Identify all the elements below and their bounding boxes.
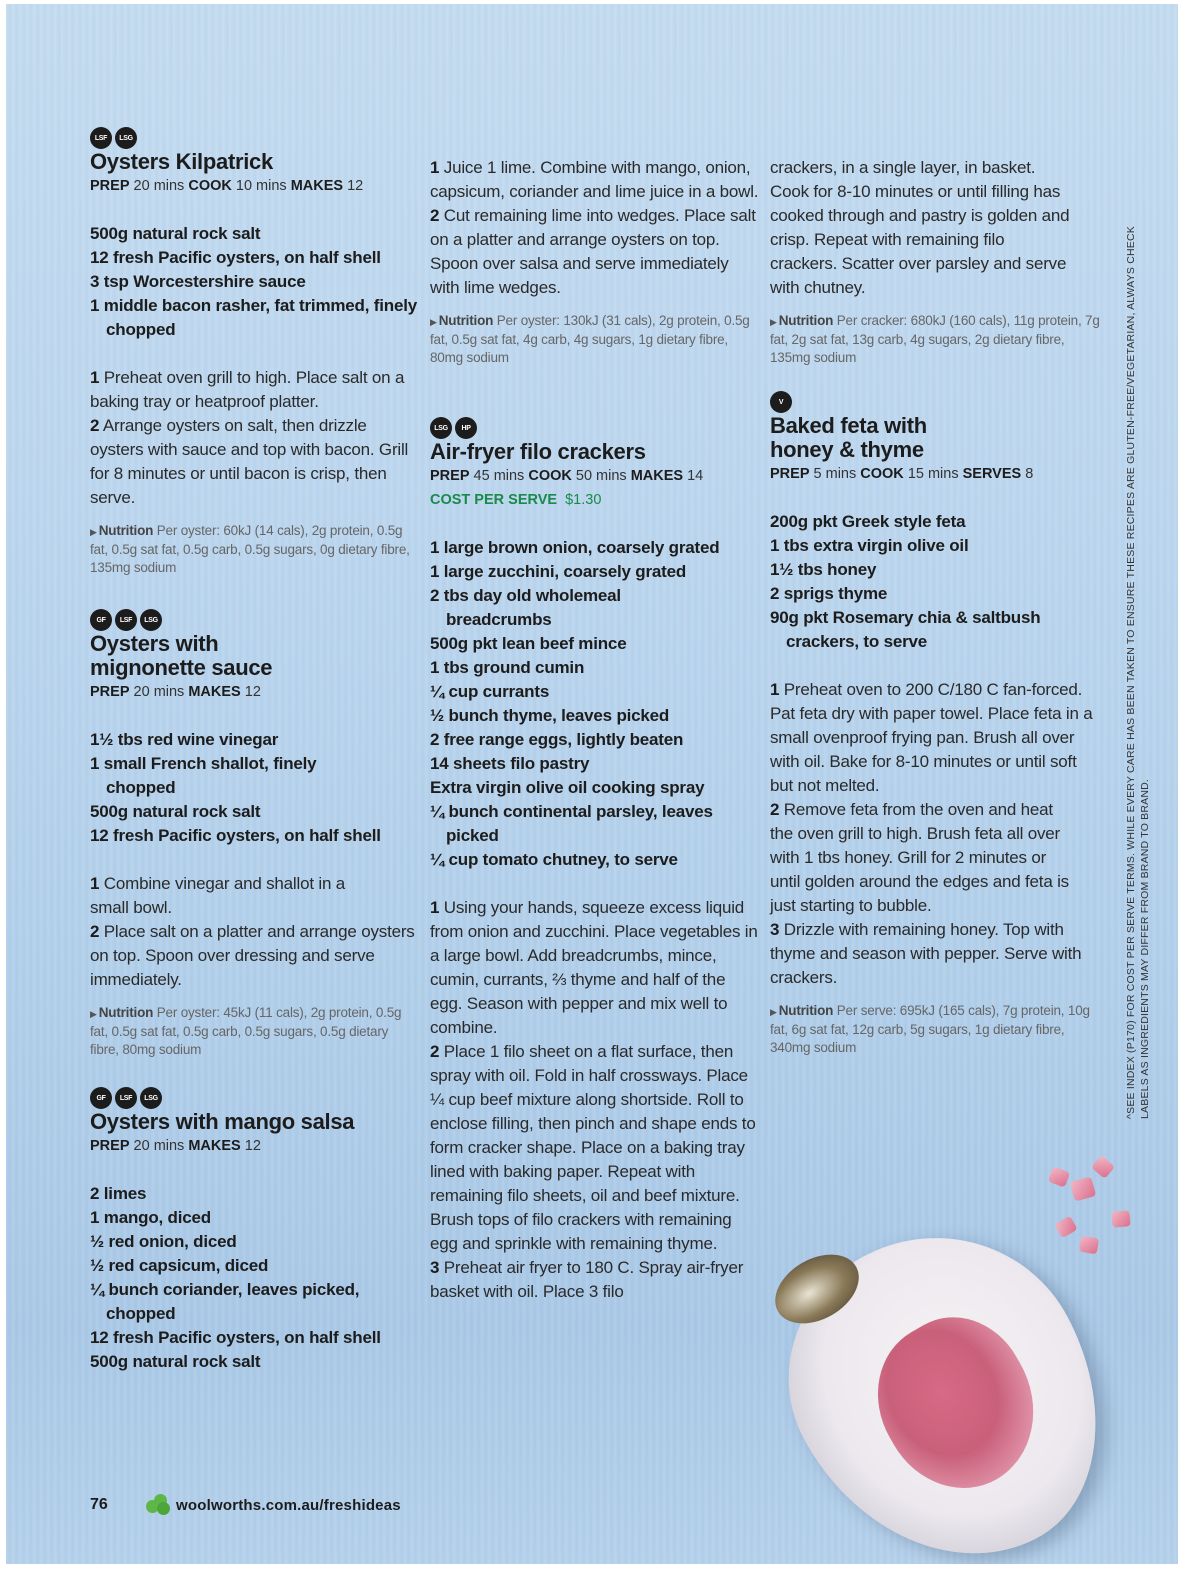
- shallot-piece: [1054, 1216, 1078, 1239]
- ingredient: 1 tbs extra virgin olive oil: [770, 536, 969, 555]
- dietary-badges: [90, 126, 420, 150]
- recipe-meta: PREP 5 mins COOK 15 mins SERVES 8: [770, 466, 1034, 482]
- recipe-title: Oysters with mignonette sauce: [90, 631, 273, 680]
- ingredient: 1 middle bacon rasher, fat trimmed, finely chopped: [90, 296, 417, 339]
- ingredient: 90g pkt Rosemary chia & saltbush crackers, to serve: [770, 608, 1041, 651]
- prep-value: 20 mins: [133, 178, 185, 194]
- cost-per-serve: COST PER SERVE $1.30: [430, 492, 602, 508]
- ingredient: 1 large zucchini, coarsely grated: [430, 562, 687, 581]
- shallot-piece: [1091, 1155, 1115, 1179]
- recipe-meta: [90, 174, 420, 198]
- badge-lsg-icon: LSG: [115, 127, 137, 149]
- ingredient: 1½ tbs red wine vinegar: [90, 730, 279, 749]
- ingredient: ¼ bunch continental parsley, leaves picked: [430, 802, 713, 845]
- triangle-bullet-icon: ▶: [770, 1007, 777, 1017]
- badge-lsg-icon: LSG: [140, 609, 162, 631]
- method-step: 3 Drizzle with remaining honey. Top with thyme and season with pepper. Serve with crackers.: [770, 920, 1082, 987]
- triangle-bullet-icon: ▶: [430, 317, 437, 327]
- recipe-title: Baked feta with honey & thyme: [770, 413, 927, 462]
- method-step: 2 Remove feta from the oven and heat the oven grill to high. Brush feta all over with 1 tbs honey. Grill for 2 minutes or until golden around the edges and feta is just starting to bubble.: [770, 800, 1069, 915]
- oyster-photo: [772, 1149, 1178, 1564]
- method-step: 1 Combine vinegar and shallot in a small bowl.: [90, 874, 345, 917]
- ingredient: 1 tbs ground cumin: [430, 658, 585, 677]
- magazine-page: [6, 4, 1178, 1564]
- ingredient-list: [90, 1182, 420, 1374]
- woolworths-logo-icon: [146, 1494, 170, 1516]
- dietary-badges: [770, 390, 1100, 414]
- badge-gf-icon: GF: [90, 609, 112, 631]
- triangle-bullet-icon: ▶: [90, 527, 97, 537]
- disclaimer-side-note: ^SEE INDEX (P170) FOR COST PER SERVE TERMS. WHILE EVERY CARE HAS BEEN TAKEN TO ENSURE THESE RECIPES ARE GLUTEN-FREE/VEGETARIAN, ALWAYS CHECK LABELS AS INGREDIENTS MAY DIFFER FROM BRAND TO BRAND.: [1125, 226, 1151, 1119]
- triangle-bullet-icon: ▶: [770, 317, 777, 327]
- badge-gf-icon: GF: [90, 1087, 112, 1109]
- method-step-continued: crackers, in a single layer, in basket. Cook for 8-10 minutes or until filling has cooked through and pastry is golden and crisp. Repeat with remaining filo crackers. Scatter over parsley and serve with chutney.: [770, 158, 1070, 297]
- badge-vegetarian-icon: V: [770, 391, 792, 413]
- recipe-title: Oysters with mango salsa: [90, 1109, 355, 1134]
- ingredient: ½ red onion, diced: [90, 1232, 237, 1251]
- recipe-title: Air-fryer filo crackers: [430, 439, 646, 464]
- ingredient-list: [90, 222, 420, 342]
- ingredient: 12 fresh Pacific oysters, on half shell: [90, 248, 381, 267]
- recipe-title: Oysters Kilpatrick: [90, 149, 273, 174]
- dietary-badges: [430, 416, 760, 440]
- nutrition-info: ▶ Nutrition Per oyster: 45kJ (11 cals), 2g protein, 0.5g fat, 0.5g sat fat, 0.5g carb, 0.5g sugars, 0.5g dietary fibre, 80mg sodium: [90, 1005, 402, 1057]
- dietary-badges: [90, 608, 420, 632]
- ingredient: 500g natural rock salt: [90, 224, 261, 243]
- ingredient: ¼ cup currants: [430, 682, 550, 701]
- method-step: 2 Cut remaining lime into wedges. Place salt on a platter and arrange oysters on top. Spoon over salsa and serve immediately with lime wedges.: [430, 206, 756, 297]
- ingredient: 2 limes: [90, 1184, 147, 1203]
- page-number: 76: [90, 1496, 108, 1513]
- method-steps: [90, 872, 420, 992]
- shallot-piece: [1079, 1236, 1100, 1255]
- method-steps: [430, 896, 760, 1304]
- ingredient: 1 large brown onion, coarsely grated: [430, 538, 720, 557]
- recipe-air-fryer-filo-crackers-continued: [770, 156, 1100, 367]
- cook-value: 10 mins: [235, 178, 287, 194]
- recipe-meta: PREP 20 mins MAKES 12: [90, 1138, 261, 1154]
- page-footer: [90, 1494, 401, 1516]
- badge-hp-icon: HP: [455, 417, 477, 439]
- badge-lsf-icon: LSF: [115, 609, 137, 631]
- ingredient: 500g natural rock salt: [90, 1352, 261, 1371]
- ingredient: 2 sprigs thyme: [770, 584, 888, 603]
- nutrition-info: ▶ Nutrition Per oyster: 60kJ (14 cals), 2g protein, 0.5g fat, 0.5g sat fat, 0.5g carb, 0.5g sugars, 0g dietary fibre, 135mg sodium: [90, 523, 410, 575]
- shallot-piece: [1048, 1166, 1070, 1187]
- recipe-oysters-kilpatrick: [90, 126, 420, 577]
- shallot-piece: [1111, 1210, 1130, 1228]
- ingredient-list: [430, 536, 760, 872]
- ingredient: 1 mango, diced: [90, 1208, 211, 1227]
- ingredient: Extra virgin olive oil cooking spray: [430, 778, 705, 797]
- ingredient: 1 small French shallot, finely chopped: [90, 754, 317, 797]
- recipe-oysters-mango-salsa-continued: [430, 156, 760, 367]
- ingredient: ½ red capsicum, diced: [90, 1256, 269, 1275]
- recipe-baked-feta: [770, 390, 1100, 1057]
- method-step: 3 Preheat air fryer to 180 C. Spray air-fryer basket with oil. Place 3 filo: [430, 1258, 744, 1301]
- method-steps: [430, 156, 760, 300]
- ingredient: 2 tbs day old wholemeal breadcrumbs: [430, 586, 621, 629]
- ingredient: 1½ tbs honey: [770, 560, 877, 579]
- ingredient-list: [90, 728, 420, 848]
- nutrition-info: ▶ Nutrition Per serve: 695kJ (165 cals), 7g protein, 10g fat, 6g sat fat, 12g carb, 5g sugars, 1g dietary fibre, 340mg sodium: [770, 1003, 1090, 1055]
- method-step: 1 Juice 1 lime. Combine with mango, onion, capsicum, coriander and lime juice in a bowl.: [430, 158, 759, 201]
- makes-value: 12: [347, 178, 364, 194]
- prep-label: PREP: [90, 178, 130, 194]
- recipe-oysters-mignonette: [90, 608, 420, 1059]
- badge-lsf-icon: LSF: [90, 127, 112, 149]
- method-step: 1 Preheat oven grill to high. Place salt on a baking tray or heatproof platter.: [90, 368, 405, 411]
- method-step: 2 Arrange oysters on salt, then drizzle oysters with sauce and top with bacon. Grill for 8 minutes or until bacon is crisp, then serve.: [90, 416, 409, 507]
- footer-url-link[interactable]: woolworths.com.au/freshideas: [176, 1496, 401, 1514]
- badge-lsg-icon: LSG: [140, 1087, 162, 1109]
- ingredient: 200g pkt Greek style feta: [770, 512, 966, 531]
- ingredient: 14 sheets filo pastry: [430, 754, 590, 773]
- recipe-meta: PREP 45 mins COOK 50 mins MAKES 14: [430, 468, 704, 484]
- badge-lsf-icon: LSF: [115, 1087, 137, 1109]
- method-steps: [770, 678, 1100, 990]
- badge-lsg-icon: LSG: [430, 417, 452, 439]
- recipe-oysters-mango-salsa: [90, 1086, 420, 1374]
- ingredient: 2 free range eggs, lightly beaten: [430, 730, 684, 749]
- ingredient: ¼ cup tomato chutney, to serve: [430, 850, 678, 869]
- makes-label: MAKES: [290, 178, 344, 194]
- method-step: 2 Place 1 filo sheet on a flat surface, then spray with oil. Fold in half crossways. Place ¼ cup beef mixture along shortside. Roll to enclose filling, then pinch and shape ends to form cracker shape. Place on a baking tray lined with baking paper. Repeat with remaining filo sheets, oil and beef mixture. Brush tops of filo crackers with remaining egg and sprinkle with remaining thyme.: [430, 1042, 756, 1253]
- recipe-air-fryer-filo-crackers: [430, 416, 760, 1304]
- method-steps: [90, 366, 420, 510]
- method-step: 2 Place salt on a platter and arrange oysters on top. Spoon over dressing and serve immediately.: [90, 922, 415, 989]
- recipe-meta: PREP 20 mins MAKES 12: [90, 684, 261, 700]
- nutrition-info: ▶ Nutrition Per oyster: 130kJ (31 cals), 2g protein, 0.5g fat, 0.5g sat fat, 4g carb, 4g sugars, 1g dietary fibre, 80mg sodium: [430, 313, 750, 365]
- method-steps: [770, 156, 1100, 300]
- ingredient: 500g natural rock salt: [90, 802, 261, 821]
- method-step: 1 Using your hands, squeeze excess liquid from onion and zucchini. Place vegetables in a large bowl. Add breadcrumbs, mince, cumin, currants, ⅔ thyme and half of the egg. Season with pepper and mix well to combine.: [430, 898, 758, 1037]
- method-step: 1 Preheat oven to 200 C/180 C fan-forced. Pat feta dry with paper towel. Place feta in a small ovenproof frying pan. Brush all over with oil. Bake for 8-10 minutes or until soft but not melted.: [770, 680, 1093, 795]
- ingredient-list: [770, 510, 1100, 654]
- ingredient: ¼ bunch coriander, leaves picked, chopped: [90, 1280, 360, 1323]
- dietary-badges: [90, 1086, 420, 1110]
- ingredient: 12 fresh Pacific oysters, on half shell: [90, 1328, 381, 1347]
- shallot-piece: [1070, 1176, 1096, 1201]
- ingredient: ½ bunch thyme, leaves picked: [430, 706, 670, 725]
- ingredient: 500g pkt lean beef mince: [430, 634, 627, 653]
- ingredient: 12 fresh Pacific oysters, on half shell: [90, 826, 381, 845]
- cook-label: COOK: [188, 178, 232, 194]
- ingredient: 3 tsp Worcestershire sauce: [90, 272, 306, 291]
- nutrition-info: ▶ Nutrition Per cracker: 680kJ (160 cals), 11g protein, 7g fat, 2g sat fat, 13g carb, 4g sugars, 2g dietary fibre, 135mg sodium: [770, 313, 1100, 365]
- triangle-bullet-icon: ▶: [90, 1009, 97, 1019]
